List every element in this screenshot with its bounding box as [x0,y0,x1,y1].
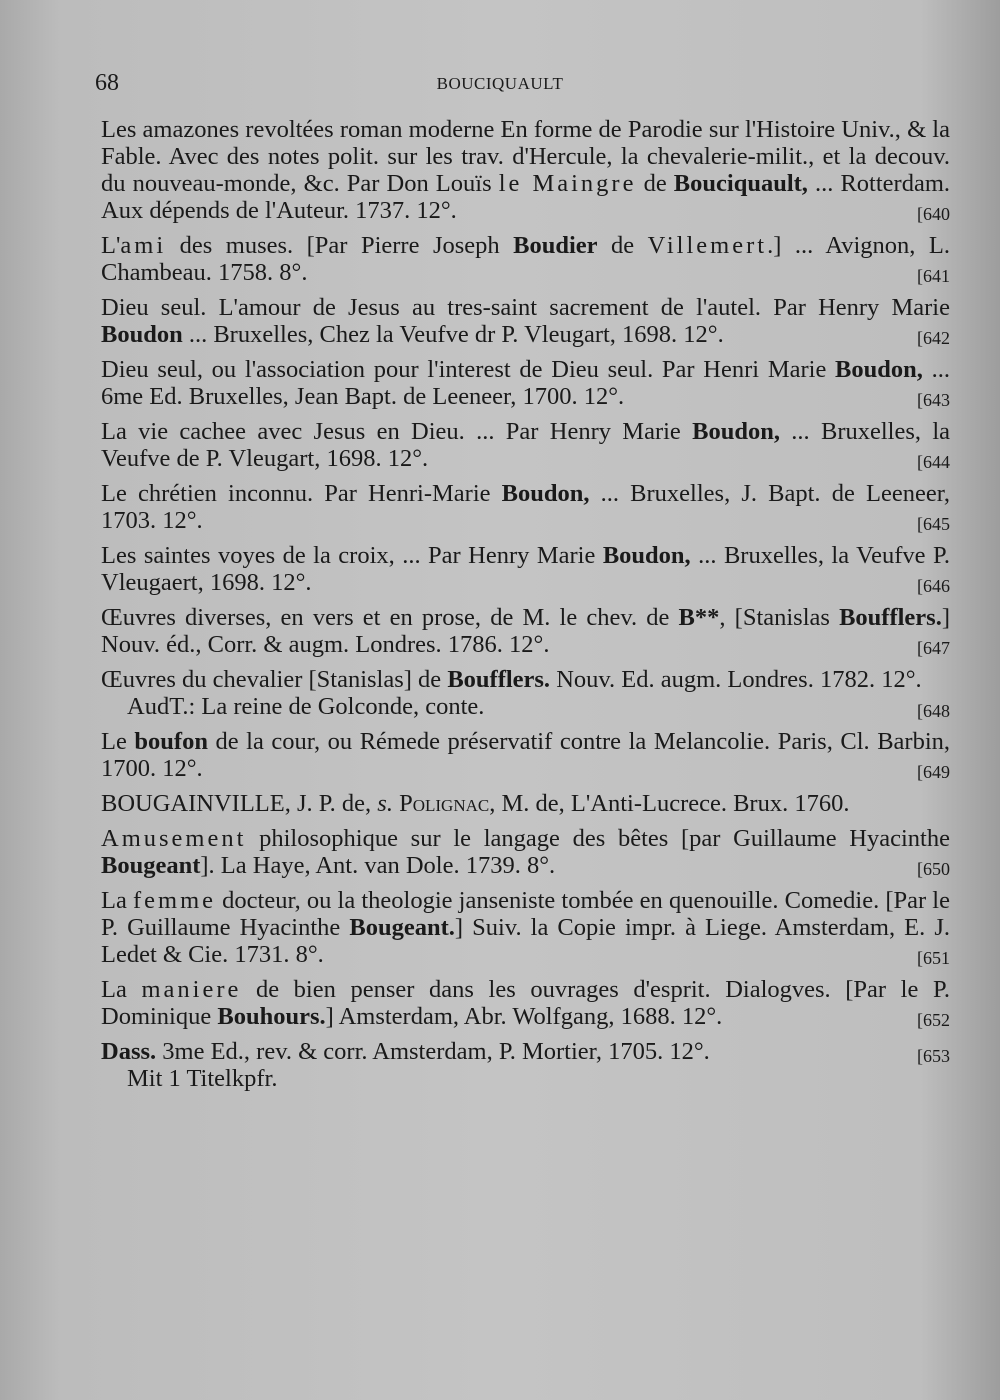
author-name: Boudier [513,232,598,259]
entry-text: Amusement philosophique sur le langage des bêtes [par Guillaume Hyacinthe Bougeant]. La Haye, Ant. van Dole. 1739. 8°. [101,825,950,879]
author-name: Boudon [101,321,183,348]
running-head: BOUCIQUAULT [436,74,564,93]
entry-number: [640 [917,204,950,224]
entry-number: [646 [917,576,950,596]
keyword: boufon [134,728,208,755]
entry-text: L'ami des muses. [Par Pierre Joseph Boudier de Villemert.] ... Avignon, L. Chambeau. 1758. 8°. [101,232,950,286]
cross-reference-entry [101,790,950,817]
entry-number: [651 [917,948,950,968]
author-name: Boudon, [501,480,590,507]
entry-number: [645 [917,514,950,534]
bibliography-entry-653 [101,1038,950,1092]
author-name: Boufflers. [839,604,942,631]
entry-note: AudT.: La reine de Golconde, conte. [127,693,485,720]
bibliography-entry-643 [101,356,950,410]
bibliography-entry-641 [101,232,950,286]
author-name: Boudon, [692,418,780,445]
bibliography-entry-646 [101,542,950,596]
author-name: Boudon, [602,542,691,569]
entry-text: BOUGAINVILLE, J. P. de, s. Polignac, M. de, L'Anti-Lucrece. Brux. 1760. [101,790,850,817]
page-number: 68 [95,70,119,96]
entry-text: Dieu seul, ou l'association pour l'interest de Dieu seul. Par Henri Marie Boudon, ... 6me Ed. Bruxelles, Jean Bapt. de Leeneer, 1700. 12°. [101,356,950,410]
entry-text: Les saintes voyes de la croix, ... Par Henry Marie Boudon, ... Bruxelles, la Veufve P. Vleugaert, 1698. 12°. [101,542,950,596]
entry-text: Dieu seul. L'amour de Jesus au tres-saint sacrement de l'autel. Par Henry Marie Boudon ... Bruxelles, Chez la Veufve dr P. Vleugart, 1698. 12°. [101,294,950,348]
author-name: Bouhours. [217,1003,326,1030]
bibliography-entry-647 [101,604,950,658]
author-name: Bougeant. [349,914,455,941]
bibliography-entry-642 [101,294,950,348]
entry-number: [641 [917,266,950,286]
entry-text: Œuvres diverses, en vers et en prose, de M. le chev. de B**, [Stanislas Boufflers.] Nouv. éd., Corr. & augm. Londres. 1786. 12°. [101,604,950,658]
keyword: Dass. [101,1038,157,1065]
entry-text: La vie cachee avec Jesus en Dieu. ... Par Henry Marie Boudon, ... Bruxelles, la Veufve de P. Vleugart, 1698. 12°. [101,418,951,472]
author-name: Boufflers. [447,666,551,693]
entry-number: [649 [917,762,950,782]
entry-text: Les amazones revoltées roman moderne En forme de Parodie sur l'Histoire Univ., & la Fable. Avec des notes polit. sur les trav. d'Hercule, la chevalerie-milit., et la decouv. du nouveau-monde, &c. Par Don Louïs le Maingre de Bouciquault, ... Rotterdam. Aux dépends de l'Auteur. 1737. 12°. [101,116,951,224]
bibliography-entry-650 [101,825,950,879]
bibliography-entry-648 [101,666,950,720]
bibliography-entry-649 [101,728,950,782]
entry-number: [644 [917,452,950,472]
bibliography-entry-652 [101,976,950,1030]
entry-number: [650 [917,859,950,879]
entry-text: Dass. 3me Ed., rev. & corr. Amsterdam, P. Mortier, 1705. 12°. [653 [101,1038,950,1066]
entry-number: [652 [917,1010,950,1030]
entry-text: Œuvres du chevalier [Stanislas] de Boufflers. Nouv. Ed. augm. Londres. 1782. 12°. [648 [101,666,950,721]
entry-text: La femme docteur, ou la theologie janseniste tombée en quenouille. Comedie. [Par le P. Guillaume Hyacinthe Bougeant.] Suiv. la Copie impr. à Liege. Amsterdam, E. J. Ledet & Cie. 1731. 8°. [101,887,950,968]
bibliography-entry-644 [101,418,950,472]
entry-number: [643 [917,390,950,410]
bibliography-entry-645 [101,480,950,534]
entry-text: Le boufon de la cour, ou Rémede préservatif contre la Melancolie. Paris, Cl. Barbin, 1700. 12°. [101,728,951,782]
entry-number: [647 [917,638,950,658]
author-name: Bouciquault, [673,170,808,197]
entry-number: [642 [917,328,950,348]
bibliography-entry-651 [101,887,950,968]
entry-number: [653 [917,1046,950,1066]
bibliography-list [101,116,950,1100]
author-name: Boudon, [835,356,923,383]
page-header [0,70,1000,106]
entry-text: La maniere de bien penser dans les ouvrages d'esprit. Dialogves. [Par le P. Dominique Bouhours.] Amsterdam, Abr. Wolfgang, 1688. 12°. [101,976,950,1030]
entry-text: Le chrétien inconnu. Par Henri-Marie Boudon, ... Bruxelles, J. Bapt. de Leeneer, 1703. 12°. [101,480,951,534]
author-name: Bougeant [101,852,201,879]
author-initial: B** [678,604,720,631]
entry-note: Mit 1 Titelkpfr. [127,1065,278,1092]
entry-number: [648 [917,701,950,721]
bibliography-entry-640 [101,116,950,224]
